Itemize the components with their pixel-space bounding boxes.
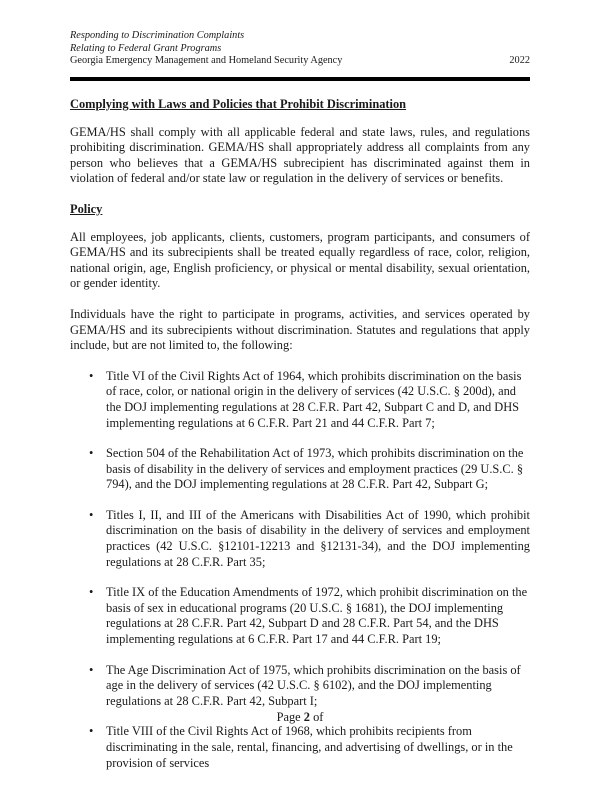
list-item — [70, 508, 530, 570]
header-year: 2022 — [509, 55, 530, 67]
list-item — [70, 585, 530, 647]
list-item — [70, 663, 530, 710]
list-item-text: Title IX of the Education Amendments of 1972, which prohibit discrimination on the basis of sex in educational programs (20 U.S.C. § 1681), the DOJ implementing regulations at 28 C.F.R. Part 42, Subpart D and 28 C.F.R. Part 54, and the DHS implementing regulations at 6 C.F.R. Part 17 and 44 C.F.R. Part 19; — [106, 585, 528, 647]
bullet-icon: • — [89, 446, 94, 461]
list-item — [70, 724, 530, 771]
bullet-icon: • — [89, 368, 94, 383]
bullet-icon: • — [89, 585, 94, 600]
bullet-icon: • — [89, 724, 94, 739]
list-item-text: Title VI of the Civil Rights Act of 1964, which prohibits discrimination on the basis of race, color, or national origin in the delivery of services (42 U.S.C. § 200d), and the DOJ implementing regulations at 28 C.F.R. Part 42, Subpart C and D, and DHS implementing regulations at 6 C.F.R. Part 21 and 44 C.F.R. Part 7; — [106, 368, 522, 430]
header-title-line-1: Responding to Discrimination Complaints — [70, 30, 245, 41]
header-agency-row — [70, 55, 530, 68]
bullet-icon: • — [89, 662, 94, 677]
section-heading-complying: Complying with Laws and Policies that Prohibit Discrimination — [70, 97, 407, 111]
list-item-text: The Age Discrimination Act of 1975, which prohibits discrimination on the basis of age in the delivery of services (42 U.S.C. § 6102), and the DOJ implementing regulations at 28 C.F.R. Part 42, Subpart I; — [106, 662, 521, 708]
page-label: Page — [276, 710, 301, 724]
header-agency: Georgia Emergency Management and Homeland Security Agency — [70, 55, 343, 67]
list-item-text: Titles I, II, and III of the Americans with Disabilities Act of 1990, which prohibit discrimination on the basis of disability in the delivery of services and employment practices (42 U.S.C. §12101-12213 and §12131-34), and the DOJ implementing regulations at 28 C.F.R. Part 35; — [106, 507, 530, 569]
list-item-text: Title VIII of the Civil Rights Act of 1968, which prohibits recipients from discriminating in the sale, rental, financing, and advertising of dwellings, or in the provision of services — [106, 724, 513, 770]
section-paragraph-complying: GEMA/HS shall comply with all applicable federal and state laws, rules, and regulations prohibiting discrimination. GEMA/HS shall appropriately address all complaints from any person who believes that a GEMA/HS subrecipient has discriminated against them in violation of federal and/or state law or regulation in the delivery of services or benefits. — [70, 124, 530, 186]
page-body — [70, 97, 530, 786]
page-number: 2 — [303, 710, 310, 724]
header-title-line-2: Relating to Federal Grant Programs — [70, 42, 222, 54]
page-header — [70, 30, 530, 68]
page-footer — [0, 710, 600, 725]
policy-paragraph-1: All employees, job applicants, clients, customers, program participants, and consumers of GEMA/HS and its subrecipients shall be treated equally regardless of race, color, religion, national origin, age, English proficiency, or physical or mental disability, sexual orientation, or gender identity. — [70, 229, 530, 291]
bullet-icon: • — [89, 507, 94, 522]
list-item-text: Section 504 of the Rehabilitation Act of 1973, which prohibits discrimination on the basis of disability in the delivery of services and employment practices (29 U.S.C. § 794), and the DOJ implementing regulations at 28 C.F.R. Part 42, Subpart G; — [106, 446, 524, 492]
header-divider — [70, 77, 530, 81]
list-item — [70, 369, 530, 431]
page-of-label: of — [313, 710, 324, 724]
list-item — [70, 446, 530, 493]
section-heading-policy: Policy — [70, 201, 103, 216]
policy-paragraph-2: Individuals have the right to participate in programs, activities, and services operated by GEMA/HS and its subrecipients without discrimination. Statutes and regulations that apply include, but are not limited to, the following: — [70, 306, 530, 353]
